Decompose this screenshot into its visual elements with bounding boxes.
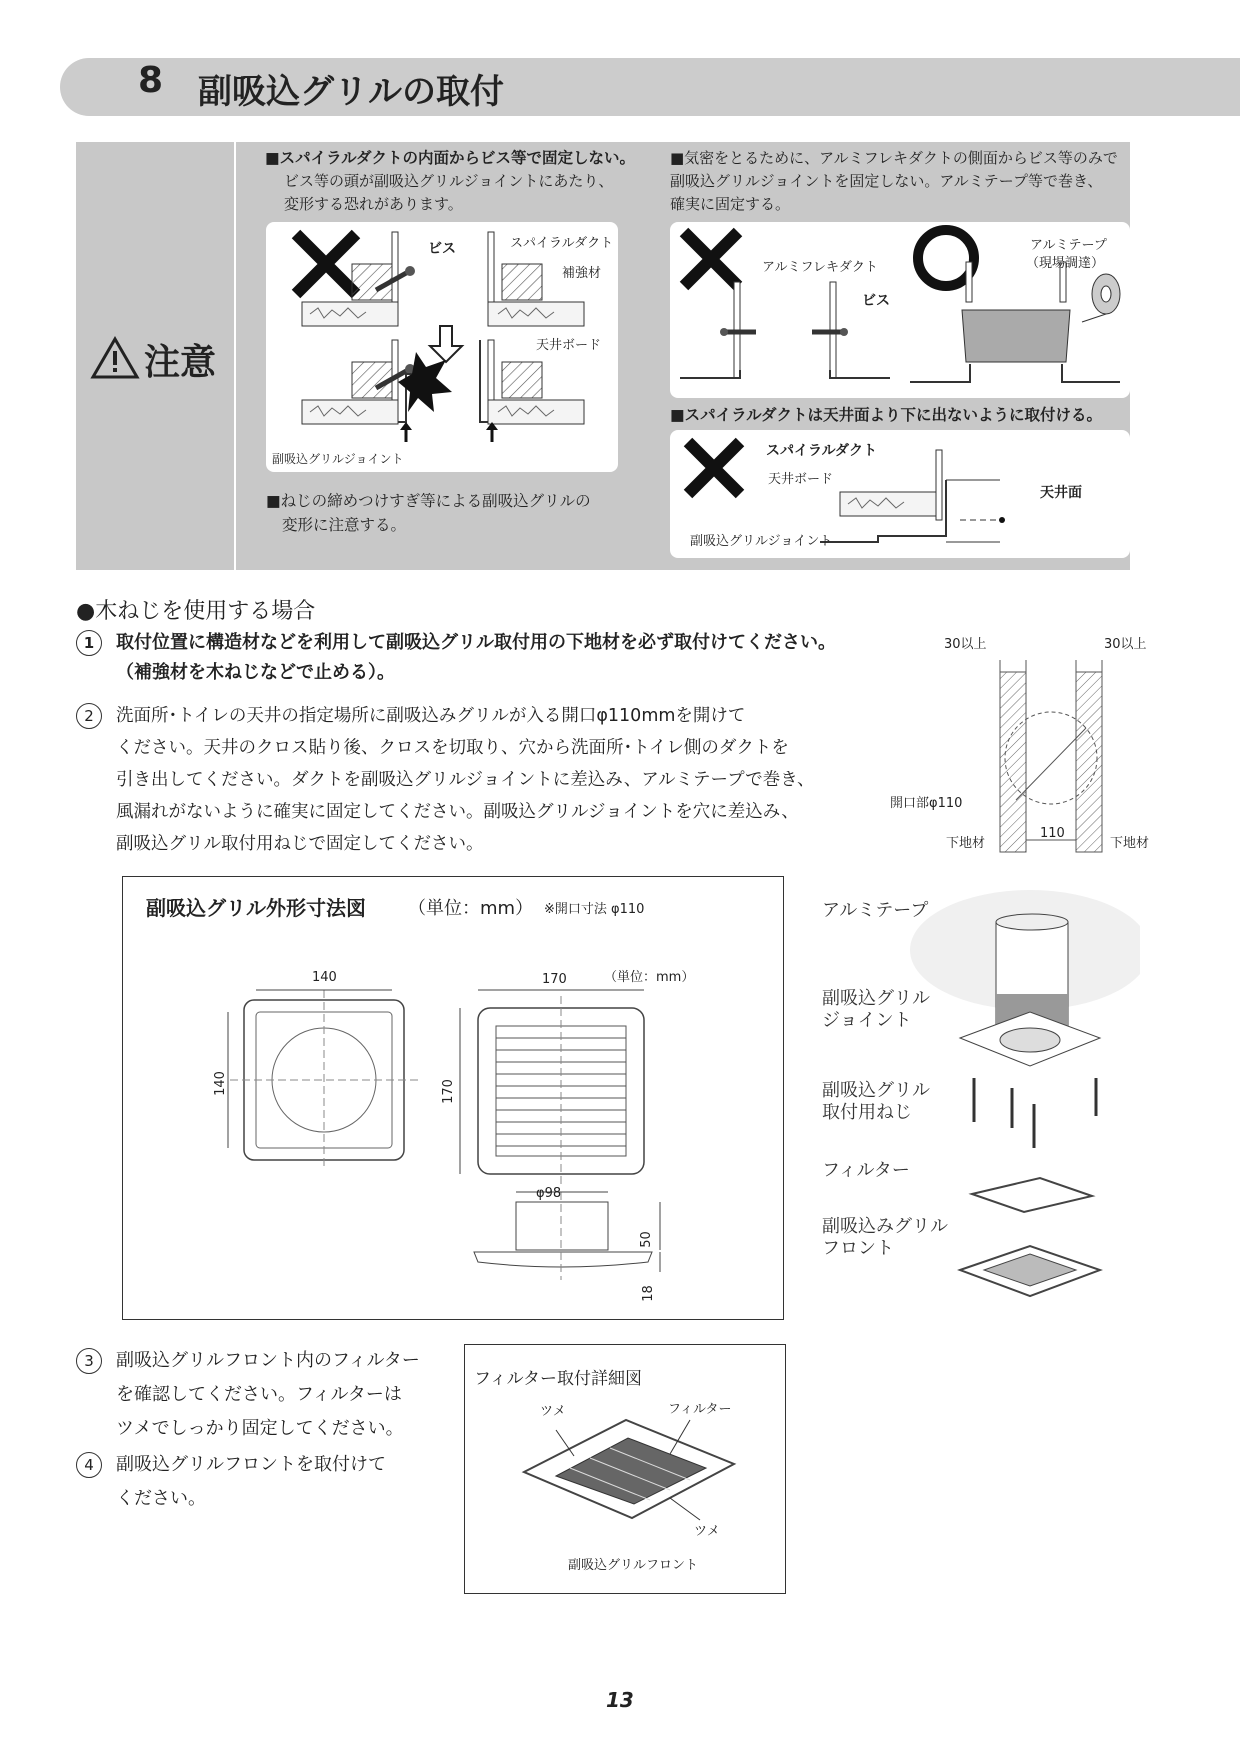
section-title: 副吸込グリルの取付 xyxy=(198,72,504,112)
step2-line4: 風漏れがないように確実に固定してください。副吸込グリルジョイントを穴に差込み、 xyxy=(116,802,799,822)
caution-left-body-2: 変形する恐れがあります。 xyxy=(284,195,463,213)
exploded-joint-1: 副吸込グリル xyxy=(822,988,930,1009)
step2 xyxy=(76,700,745,732)
step1-line2: （補強材を木ねじなどで止める）。 xyxy=(116,662,395,683)
step1 xyxy=(76,628,836,658)
step1-number: 1 xyxy=(76,630,102,656)
dimension-unit: （単位：mm） xyxy=(408,898,534,919)
filter-claw-1: ツメ xyxy=(540,1404,566,1419)
page-number: 13 xyxy=(606,1688,634,1712)
exploded-joint-2: ジョイント xyxy=(822,1010,912,1031)
step4-number: 4 xyxy=(76,1452,102,1478)
label-flex-duct: アルミフレキダクト xyxy=(762,260,878,275)
caution-left-body-1: ビス等の頭が副吸込グリルジョイントにあたり、 xyxy=(284,172,614,190)
filter-label: フィルター xyxy=(668,1402,732,1417)
caution-label: 注意 xyxy=(144,342,217,383)
label-screw-right: ビス xyxy=(862,293,890,309)
dim-170-height: 170 xyxy=(440,1079,456,1104)
dim-18-height: 18 xyxy=(640,1285,656,1302)
filter-front-label: 副吸込グリルフロント xyxy=(568,1558,699,1573)
exploded-tape: アルミテープ xyxy=(822,900,929,921)
step2-line3: 引き出してください。ダクトを副吸込グリルジョイントに差込み、アルミテープで巻き、 xyxy=(116,770,815,790)
grill-outline-drawings xyxy=(200,980,680,1300)
label-spiral-duct: スパイラルダクト xyxy=(510,236,614,251)
caution-right-heading2: ■スパイラルダクトは天井面より下に出ないように取付ける。 xyxy=(670,406,1103,424)
label-grill-joint: 副吸込グリルジョイント xyxy=(272,452,404,466)
label-reinforcement: 補強材 xyxy=(562,266,602,281)
caution-left-note-1: ■ねじの締めつけすぎ等による副吸込グリルの xyxy=(266,492,591,510)
label-spiral-duct-2: スパイラルダクト xyxy=(766,443,878,459)
step3 xyxy=(76,1344,420,1446)
label-screw-left: ビス xyxy=(428,241,456,257)
step2-number: 2 xyxy=(76,703,102,729)
label-site-procured: （現場調達） xyxy=(1026,256,1105,271)
filter-detail-title: フィルター取付詳細図 xyxy=(474,1369,642,1389)
opening-diagram xyxy=(890,640,1150,860)
label-ceiling-board-2: 天井ボード xyxy=(768,472,834,487)
label-ceiling-board: 天井ボード xyxy=(536,338,602,353)
label-grill-joint-2: 副吸込グリルジョイント xyxy=(690,534,833,549)
exploded-front-1: 副吸込みグリル xyxy=(822,1216,948,1237)
dim-170-width: 170 xyxy=(542,972,567,987)
opening-width: 110 xyxy=(1040,826,1065,841)
base-left: 下地材 xyxy=(946,836,986,851)
opening-label: 開口部φ110 xyxy=(890,796,963,811)
dimension-unit-small: （単位：mm） xyxy=(604,970,695,985)
dimension-title: 副吸込グリル外形寸法図 xyxy=(146,896,366,920)
step4-line2: ください。 xyxy=(116,1488,206,1509)
caution-left-heading: ■スパイラルダクトの内面からビス等で固定しない。 xyxy=(265,149,636,167)
dim-98-diameter: φ98 xyxy=(536,1186,562,1201)
dimension-note: ※開口寸法 φ110 xyxy=(544,902,645,917)
step3-line2: を確認してください。フィルターは xyxy=(116,1384,402,1405)
dim-140-height: 140 xyxy=(212,1071,228,1096)
step4 xyxy=(76,1448,386,1516)
exploded-view-illustration xyxy=(900,890,1140,1340)
step3-number: 3 xyxy=(76,1348,102,1374)
step2-line1: 洗面所･トイレの天井の指定場所に副吸込みグリルが入る開口φ110mmを開けて xyxy=(116,706,746,726)
step3-line3: ツメでしっかり固定してください。 xyxy=(116,1418,404,1439)
caution-right-heading-2: 副吸込グリルジョイントを固定しない。アルミテープ等で巻き、 xyxy=(670,172,1103,190)
filter-claw-2: ツメ xyxy=(694,1524,720,1539)
wood-screw-heading: ●木ねじを使用する場合 xyxy=(76,599,316,624)
base-right: 下地材 xyxy=(1110,836,1150,851)
caution-right-heading-1: ■気密をとるために、アルミフレキダクトの側面からビス等のみで xyxy=(670,149,1118,167)
caution-right-heading-3: 確実に固定する。 xyxy=(670,195,791,213)
label-aluminium-tape: アルミテープ xyxy=(1030,238,1107,253)
step3-line1: 副吸込グリルフロント内のフィルター xyxy=(116,1350,420,1371)
exploded-screw-1: 副吸込グリル xyxy=(822,1080,930,1101)
opening-right-dim: 30以上 xyxy=(1104,637,1147,652)
dim-50-height: 50 xyxy=(638,1231,654,1248)
step2-line5: 副吸込グリル取付用ねじで固定してください。 xyxy=(116,834,484,854)
exploded-screw-2: 取付用ねじ xyxy=(822,1102,912,1123)
caution-divider xyxy=(234,142,236,570)
exploded-filter: フィルター xyxy=(822,1160,910,1181)
step1-line1: 取付位置に構造材などを利用して副吸込グリル取付用の下地材を必ず取付けてください。 xyxy=(116,632,836,653)
warning-icon xyxy=(90,336,140,380)
step2-line2: ください。天井のクロス貼り後、クロスを切取り、穴から洗面所･トイレ側のダクトを xyxy=(116,738,789,758)
exploded-front-2: フロント xyxy=(822,1238,894,1259)
step4-line1: 副吸込グリルフロントを取付けて xyxy=(116,1454,386,1475)
step2-lines xyxy=(116,732,815,860)
label-ceiling-surface: 天井面 xyxy=(1040,485,1082,501)
dim-140-width: 140 xyxy=(312,970,337,985)
section-number: 8 xyxy=(138,60,164,101)
opening-left-dim: 30以上 xyxy=(944,637,987,652)
caution-left-note-2: 変形に注意する。 xyxy=(282,516,407,534)
